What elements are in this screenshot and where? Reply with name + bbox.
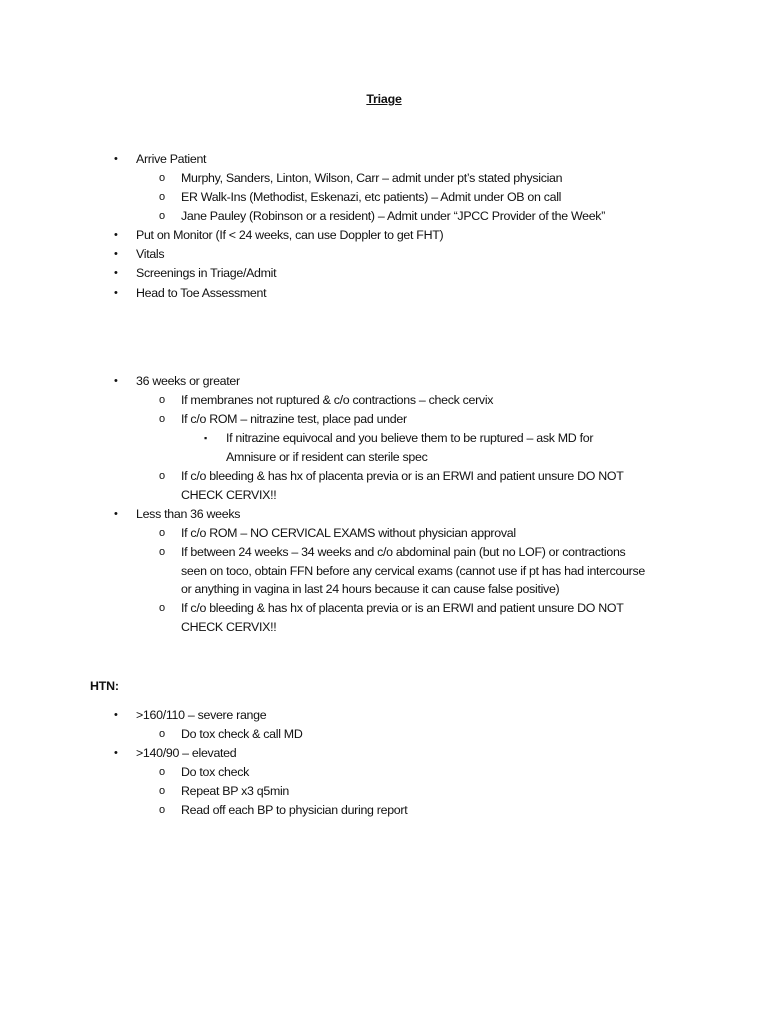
list-item-continuation: CHECK CERVIX!! <box>181 488 277 502</box>
bullet-marker: • <box>114 287 118 299</box>
bullet-marker: • <box>114 153 118 165</box>
circle-marker: o <box>159 210 166 222</box>
circle-marker: o <box>159 766 166 778</box>
list-item: If nitrazine equivocal and you believe them to be ruptured – ask MD for <box>226 431 594 445</box>
list-item: If membranes not ruptured & c/o contractions – check cervix <box>181 393 494 407</box>
list-item: Repeat BP x3 q5min <box>181 784 290 798</box>
list-item: Read off each BP to physician during report <box>181 803 408 817</box>
list-item-continuation: Amnisure or if resident can sterile spec <box>226 450 428 464</box>
list-item-continuation: or anything in vagina in last 24 hours because it can cause false positive) <box>181 582 560 596</box>
circle-marker: o <box>159 785 166 797</box>
list-item: Vitals <box>136 247 165 261</box>
circle-marker: o <box>159 470 166 482</box>
circle-marker: o <box>159 527 166 539</box>
bullet-marker: • <box>114 375 118 387</box>
list-item: If c/o bleeding & has hx of placenta previa or is an ERWI and patient unsure DO NOT <box>181 601 624 615</box>
circle-marker: o <box>159 191 166 203</box>
list-item: 36 weeks or greater <box>136 374 240 388</box>
list-item: Jane Pauley (Robinson or a resident) – Admit under “JPCC Provider of the Week” <box>181 209 606 223</box>
list-item-continuation: seen on toco, obtain FFN before any cervical exams (cannot use if pt has had intercourse <box>181 564 645 578</box>
square-marker: ▪ <box>204 433 208 443</box>
bullet-marker: • <box>114 229 118 241</box>
circle-marker: o <box>159 394 166 406</box>
bullet-marker: • <box>114 248 118 260</box>
circle-marker: o <box>159 728 166 740</box>
list-item: If c/o bleeding & has hx of placenta previa or is an ERWI and patient unsure DO NOT <box>181 469 624 483</box>
bullet-marker: • <box>114 747 118 759</box>
bullet-marker: • <box>114 709 118 721</box>
list-item: ER Walk-Ins (Methodist, Eskenazi, etc patients) – Admit under OB on call <box>181 190 562 204</box>
list-item: Murphy, Sanders, Linton, Wilson, Carr – admit under pt’s stated physician <box>181 171 563 185</box>
circle-marker: o <box>159 602 166 614</box>
list-item: If between 24 weeks – 34 weeks and c/o abdominal pain (but no LOF) or contractions <box>181 545 626 559</box>
list-item: >140/90 – elevated <box>136 746 237 760</box>
bullet-marker: • <box>114 508 118 520</box>
list-item: Put on Monitor (If < 24 weeks, can use Doppler to get FHT) <box>136 228 444 242</box>
list-item: Screenings in Triage/Admit <box>136 266 277 280</box>
list-item: Do tox check & call MD <box>181 727 303 741</box>
list-item-continuation: CHECK CERVIX!! <box>181 620 277 634</box>
circle-marker: o <box>159 546 166 558</box>
list-item: If c/o ROM – NO CERVICAL EXAMS without physician approval <box>181 526 516 540</box>
circle-marker: o <box>159 413 166 425</box>
list-item: Less than 36 weeks <box>136 507 241 521</box>
circle-marker: o <box>159 804 166 816</box>
circle-marker: o <box>159 172 166 184</box>
list-item: Do tox check <box>181 765 250 779</box>
bullet-marker: • <box>114 267 118 279</box>
document-title: Triage <box>366 92 402 106</box>
list-item: >160/110 – severe range <box>136 708 267 722</box>
list-item: If c/o ROM – nitrazine test, place pad under <box>181 412 407 426</box>
list-item: Head to Toe Assessment <box>136 286 267 300</box>
list-item: Arrive Patient <box>136 152 207 166</box>
htn-heading: HTN: <box>90 679 119 693</box>
